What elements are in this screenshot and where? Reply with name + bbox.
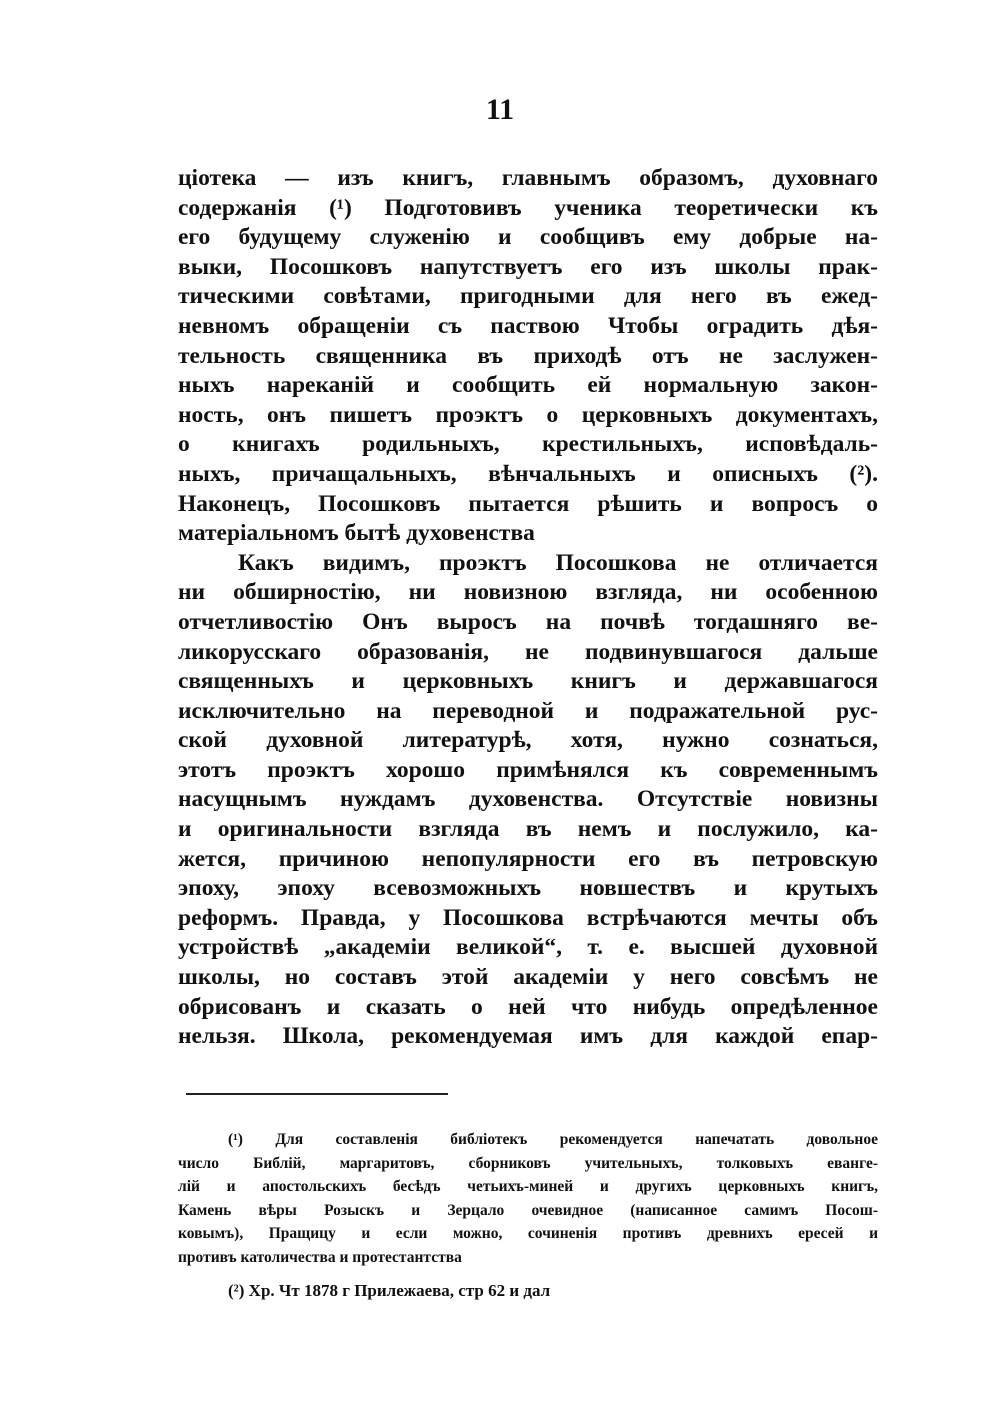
- text-line: тельность священника въ приходѣ отъ не заслужен-: [178, 342, 878, 369]
- text-line: тическими совѣтами, пригодными для него въ ежед-: [178, 283, 878, 310]
- text-line: о книгахъ родильныхъ, крестильныхъ, исповѣдаль-: [178, 431, 878, 458]
- page-number: 11: [485, 93, 515, 126]
- text-line: ныхъ, причащальныхъ, вѣнчальныхъ и описныхъ (²).: [178, 460, 878, 487]
- footnote-line: Камень вѣры Розыскъ и Зерцало очевидное (написанное самимъ Посош-: [178, 1201, 878, 1219]
- footnote-separator: [186, 1093, 448, 1095]
- text-line: его будущему служенію и сообщивъ ему добрые на-: [178, 224, 878, 251]
- text-line: ни обширностію, ни новизною взгляда, ни особенною: [178, 579, 878, 606]
- footnote-line: (¹) Для составленія библіотекъ рекомендуется напечатать довольное: [228, 1131, 878, 1148]
- text-line: выки, Посошковъ напутствуетъ его изъ школы прак-: [178, 253, 878, 280]
- text-line: исключительно на переводной и подражательной рус-: [178, 697, 878, 724]
- text-line: насущнымъ нуждамъ духовенства. Отсутствіе новизны: [178, 786, 878, 813]
- footnotes: [178, 1128, 878, 1302]
- text-line: содержанія (¹) Подготовивъ ученика теоретически къ: [178, 194, 878, 221]
- footnote-line: лій и апостольскихъ бесѣдъ четьихъ-миней и другихъ церковныхъ книгъ,: [178, 1178, 878, 1196]
- text-line: устройствѣ „академіи великой“, т. е. высшей духовной: [178, 934, 878, 961]
- main-text: [178, 164, 878, 1052]
- text-line: эпоху, эпоху всевозможныхъ новшествъ и крутыхъ: [178, 875, 878, 902]
- paragraph-start-line: Какъ видимъ, проэктъ Посошкова не отличается: [238, 549, 878, 576]
- text-line: этотъ проэктъ хорошо примѣнялся къ современнымъ: [178, 756, 878, 783]
- text-line: отчетливостію Онъ выросъ на почвѣ тогдашняго ве-: [178, 608, 878, 635]
- text-line: невномъ обращеніи съ паствою Чтобы оградить дѣя-: [178, 312, 878, 339]
- text-line: жется, причиною непопулярности его въ петровскую: [178, 845, 878, 872]
- text-line: священныхъ и церковныхъ книгъ и державшагося: [178, 668, 878, 695]
- footnote-1: [178, 1128, 878, 1270]
- text-line: ціотека — изъ книгъ, главнымъ образомъ, духовнаго: [178, 165, 878, 191]
- text-line: обрисованъ и сказать о ней что нибудь опредѣленное: [178, 993, 878, 1020]
- footnote-line: противъ католичества и протестантства: [178, 1248, 462, 1266]
- text-line: ской духовной литературѣ, хотя, нужно сознаться,: [178, 727, 878, 754]
- footnote-line: (²) Хр. Чт 1878 г Прилежаева, стр 62 и дал: [228, 1280, 551, 1300]
- text-line: ность, онъ пишетъ проэктъ о церковныхъ документахъ,: [178, 401, 878, 428]
- paragraph-end-line: матеріальномъ бытѣ духовенства: [178, 520, 535, 547]
- text-line: ликорусскаго образованія, не подвинувшагося дальше: [178, 638, 878, 665]
- text-line: школы, но составъ этой академіи у него совсѣмъ не: [178, 964, 878, 991]
- text-line: реформъ. Правда, у Посошкова встрѣчаются мечты объ: [178, 904, 878, 931]
- text-line: и оригинальности взгляда въ немъ и послужило, ка-: [178, 816, 878, 843]
- text-line: Наконецъ, Посошковъ пытается рѣшить и вопросъ о: [178, 490, 878, 517]
- footnote-line: ковымъ), Пращицу и если можно, сочиненія противъ древнихъ ересей и: [178, 1225, 878, 1243]
- text-line: нельзя. Школа, рекомендуемая имъ для каждой епар-: [178, 1023, 878, 1050]
- footnote-2: [178, 1279, 878, 1303]
- text-line: ныхъ нареканій и сообщить ей нормальную закон-: [178, 372, 878, 399]
- footnote-line: число Библій, маргаритовъ, сборниковъ учительныхъ, толковыхъ еванге-: [178, 1154, 878, 1172]
